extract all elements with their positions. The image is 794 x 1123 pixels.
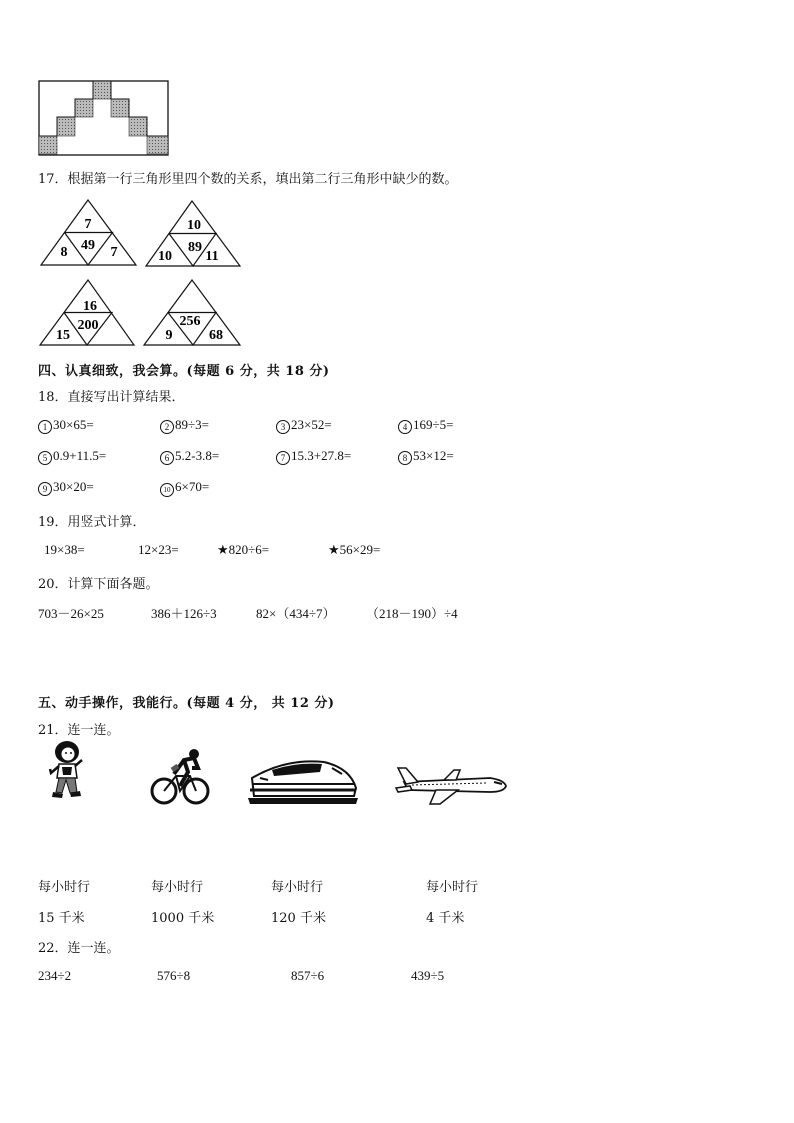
q19-text: 19．用竖式计算． [38,515,146,530]
section-5-title: 五、动手操作，我能行。(每题 4 分， 共 12 分) [38,696,335,711]
t2-right: 11 [205,249,219,264]
q18-item-10: 10 6×70= [160,479,209,497]
t1-top: 7 [84,217,92,232]
speed-value-4: 4 千米 [426,911,465,926]
q18-text: 18．直接写出计算结果． [38,390,185,405]
q20-item-3: 82×（434÷7） [256,606,336,621]
q17-triangles [38,198,248,348]
t4-right: 68 [209,328,223,343]
q22-item-3: 857÷6 [291,968,325,983]
q19-item-2: 12×23= [138,542,179,557]
q18-item-5: 5 0.9+11.5= [38,448,106,465]
speed-label-3: 每小时行 [271,880,324,895]
q18-item-7: 7 15.3+27.8= [276,448,351,465]
t3-left: 15 [56,328,70,343]
speed-value-3: 120 千米 [271,911,326,926]
q19-item-1: 19×38= [44,542,85,557]
q18-item-8: 8 53×12= [398,448,454,465]
q20-item-2: 386＋126÷3 [151,606,217,621]
q19-item-4: ★56×29= [328,542,381,557]
staircase-figure [38,80,170,156]
speed-label-2: 每小时行 [151,880,204,895]
q22-item-4: 439÷5 [411,968,445,983]
t2-top: 10 [187,218,201,233]
q20-item-1: 703－26×25 [38,606,104,621]
speed-label-4: 每小时行 [426,880,479,895]
girl-walking-icon [46,740,88,802]
q18-item-3: 3 23×52= [276,417,332,434]
q20-text: 20．计算下面各题。 [38,577,159,592]
t2-center: 89 [188,240,202,255]
q18-item-9: 9 30×20= [38,479,94,496]
t1-left: 8 [60,245,68,260]
airplane-icon [394,764,508,806]
t4-left: 9 [165,328,173,343]
q17-text: 17．根据第一行三角形里四个数的关系，填出第二行三角形中缺少的数。 [38,172,458,187]
q18-item-1: 1 30×65= [38,417,94,434]
q22-item-1: 234÷2 [38,968,72,983]
train-icon [246,754,360,808]
q22-text: 22．连一连。 [38,941,120,956]
t4-center: 256 [179,314,201,329]
q21-text: 21．连一连。 [38,723,120,738]
t2-left: 10 [158,249,172,264]
t3-top: 16 [83,299,97,314]
t1-center: 49 [81,238,95,253]
speed-label-1: 每小时行 [38,880,91,895]
section-4-title: 四、认真细致，我会算。(每题 6 分，共 18 分) [38,364,330,379]
speed-value-1: 15 千米 [38,911,85,926]
speed-value-2: 1000 千米 [151,911,215,926]
q18-item-4: 4 169÷5= [398,417,453,434]
t3-center: 200 [77,318,99,333]
t1-right: 7 [110,245,118,260]
q18-item-6: 6 5.2-3.8= [160,448,219,465]
q18-item-2: 2 89÷3= [160,417,209,434]
q22-item-2: 576÷8 [157,968,191,983]
q19-item-3: ★820÷6= [217,542,270,557]
cyclist-icon [150,746,210,806]
q20-item-4: （218－190）÷4 [366,606,458,621]
